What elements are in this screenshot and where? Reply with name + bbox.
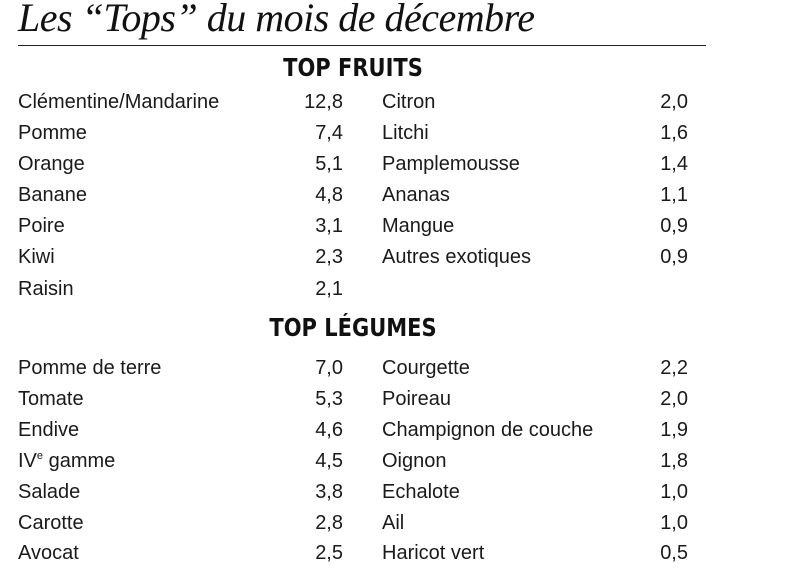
- item-value: 1,8: [660, 450, 688, 472]
- table-row: [18, 538, 698, 568]
- item-name: Champignon de couche: [382, 419, 594, 441]
- item-name: Banane: [18, 184, 87, 206]
- item-value: 1,6: [660, 122, 688, 144]
- table-row: [18, 118, 698, 148]
- item-value: 0,9: [660, 246, 688, 268]
- table-row: [18, 87, 698, 117]
- item-value: 1,0: [660, 512, 688, 534]
- item-value: 4,8: [315, 184, 343, 206]
- table-row: [18, 477, 698, 507]
- table-row: [18, 274, 698, 304]
- item-name: Pomme: [18, 122, 87, 144]
- table-row: [18, 353, 698, 383]
- item-name: Orange: [18, 153, 85, 175]
- item-value: 2,3: [315, 246, 343, 268]
- table-row: [18, 180, 698, 210]
- table-row: [18, 508, 698, 538]
- item-name-roman: IV: [18, 450, 37, 472]
- item-value: 5,1: [315, 153, 343, 175]
- item-value: 1,0: [660, 481, 688, 503]
- item-value: 5,3: [315, 388, 343, 410]
- item-value: 7,4: [315, 122, 343, 144]
- item-name: Autres exotiques: [382, 246, 531, 268]
- item-name: Haricot vert: [382, 542, 485, 564]
- item-name: Salade: [18, 481, 81, 503]
- item-name: Raisin: [18, 278, 74, 300]
- item-name: Courgette: [382, 357, 470, 379]
- section-heading-fruits: TOP FRUITS: [283, 53, 423, 82]
- item-value: 4,5: [315, 450, 343, 472]
- page-title: Les “Tops” du mois de décembre: [18, 0, 535, 40]
- item-value: 2,1: [315, 278, 343, 300]
- item-value: 1,4: [660, 153, 688, 175]
- item-value: 12,8: [304, 91, 343, 113]
- item-value: 2,0: [660, 91, 688, 113]
- item-value: 2,5: [315, 542, 343, 564]
- item-value: 2,8: [315, 512, 343, 534]
- table-row: [18, 211, 698, 241]
- item-name: Pamplemousse: [382, 153, 520, 175]
- section-heading-vegetables: TOP LÉGUMES: [269, 313, 437, 342]
- item-value: 7,0: [315, 357, 343, 379]
- title-divider: [18, 45, 706, 46]
- item-name: Tomate: [18, 388, 84, 410]
- item-name-superscript: e: [36, 450, 44, 462]
- table-row: [18, 446, 698, 476]
- item-name: Endive: [18, 419, 80, 441]
- item-name: Kiwi: [18, 246, 55, 268]
- item-value: 1,1: [660, 184, 688, 206]
- item-value: 0,9: [660, 215, 688, 237]
- item-name: [18, 446, 115, 476]
- item-name: Citron: [382, 91, 436, 113]
- table-row: [18, 384, 698, 414]
- item-name: Poireau: [382, 388, 451, 410]
- item-value: 3,8: [315, 481, 343, 503]
- item-value: 1,9: [660, 419, 688, 441]
- item-value: 4,6: [315, 419, 343, 441]
- item-name: Avocat: [18, 542, 79, 564]
- item-name: Echalote: [382, 481, 460, 503]
- item-name: Pomme de terre: [18, 357, 162, 379]
- table-row: [18, 415, 698, 445]
- item-name: Clémentine/Mandarine: [18, 91, 220, 113]
- item-name: Ananas: [382, 184, 450, 206]
- item-value: 0,5: [660, 542, 688, 564]
- item-name: Carotte: [18, 512, 84, 534]
- item-name: Litchi: [382, 122, 429, 144]
- table-row: [18, 149, 698, 179]
- item-name-rest: gamme: [43, 450, 116, 472]
- item-name: Poire: [18, 215, 65, 237]
- item-name: Ail: [382, 512, 405, 534]
- item-name: Oignon: [382, 450, 447, 472]
- item-value: 2,2: [660, 357, 688, 379]
- table-row: [18, 242, 698, 272]
- item-name: Mangue: [382, 215, 455, 237]
- item-value: 2,0: [660, 388, 688, 410]
- item-value: 3,1: [315, 215, 343, 237]
